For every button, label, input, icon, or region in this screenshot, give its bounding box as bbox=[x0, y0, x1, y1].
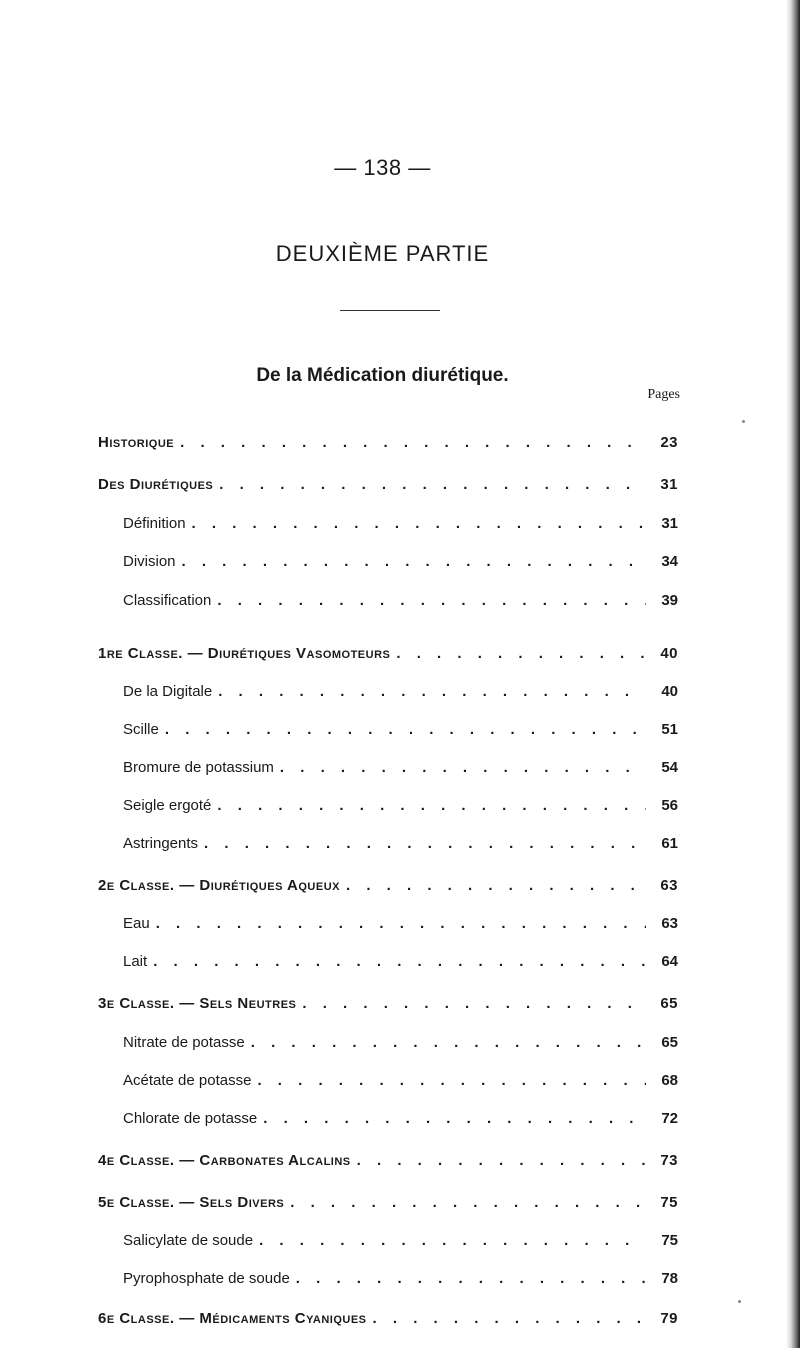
toc-entry-page: 68 bbox=[661, 1072, 678, 1089]
toc-entry-label: Chlorate de potasse bbox=[123, 1110, 258, 1127]
toc-entry-page: 31 bbox=[660, 476, 678, 493]
toc-entry-label: 5e Classe. — Sels Divers bbox=[98, 1194, 285, 1211]
toc-entry-page: 79 bbox=[660, 1310, 678, 1327]
toc-entry bbox=[123, 757, 678, 779]
toc-entry bbox=[98, 474, 678, 496]
toc-entry-page: 56 bbox=[661, 797, 678, 814]
toc-entry-page: 34 bbox=[661, 553, 678, 570]
toc-entry bbox=[98, 643, 678, 665]
toc-entry bbox=[123, 590, 678, 612]
toc-entry-label: Division bbox=[123, 553, 176, 570]
paper-speck bbox=[738, 1300, 741, 1303]
toc-entry bbox=[98, 875, 678, 897]
toc-entry-page: 63 bbox=[660, 877, 678, 894]
toc-entry-page: 75 bbox=[661, 1232, 678, 1249]
toc-entry-page: 65 bbox=[661, 1034, 678, 1051]
section-title: De la Médication diurétique. bbox=[256, 365, 509, 386]
toc-entry bbox=[123, 1108, 678, 1130]
paper-speck bbox=[742, 420, 745, 423]
toc-entry-page: 39 bbox=[661, 592, 678, 609]
toc-entry-page: 61 bbox=[661, 835, 678, 852]
toc-entry-label: Définition bbox=[123, 515, 186, 532]
pages-column-label: Pages bbox=[647, 387, 680, 402]
toc-entry-label: 2e Classe. — Diurétiques Aqueux bbox=[98, 877, 340, 894]
toc-entry-page: 40 bbox=[661, 683, 678, 700]
toc-entry-label: Classification bbox=[123, 592, 212, 609]
toc-entry-page: 64 bbox=[661, 953, 678, 970]
toc-entry bbox=[123, 719, 678, 741]
toc-entry-label: Lait bbox=[123, 953, 148, 970]
toc-entry-label: Acétate de potasse bbox=[123, 1072, 252, 1089]
divider bbox=[340, 310, 440, 311]
toc-entry bbox=[123, 1032, 678, 1054]
toc-entry bbox=[123, 513, 678, 535]
toc-entry bbox=[123, 1268, 678, 1290]
toc-entry-label: 6e Classe. — Médicaments Cyaniques bbox=[98, 1310, 367, 1327]
toc-entry bbox=[98, 993, 678, 1015]
toc-entry-label: Historique bbox=[98, 434, 175, 451]
page-edge-shadow bbox=[786, 0, 800, 1348]
toc-entry bbox=[123, 1230, 678, 1252]
toc-entry-label: 4e Classe. — Carbonates Alcalins bbox=[98, 1152, 351, 1169]
toc-entry bbox=[98, 1192, 678, 1214]
toc-entry-label: Seigle ergoté bbox=[123, 797, 212, 814]
toc-entry-page: 78 bbox=[661, 1270, 678, 1287]
toc-entry-label: Astringents bbox=[123, 835, 199, 852]
toc-entry bbox=[123, 1070, 678, 1092]
toc-entry-page: 23 bbox=[660, 434, 678, 451]
toc-entry bbox=[98, 1308, 678, 1330]
part-title: DEUXIÈME PARTIE bbox=[275, 241, 490, 266]
toc-entry-page: 31 bbox=[661, 515, 678, 532]
toc-entry-label: 1re Classe. — Diurétiques Vasomoteurs bbox=[98, 645, 391, 662]
toc-entry-label: Eau bbox=[123, 915, 150, 932]
toc-entry-label: Des Diurétiques bbox=[98, 476, 214, 493]
toc-entry bbox=[123, 951, 678, 973]
toc-entry-label: 3e Classe. — Sels Neutres bbox=[98, 995, 297, 1012]
toc-entry-label: De la Digitale bbox=[123, 683, 213, 700]
toc-entry-page: 75 bbox=[660, 1194, 678, 1211]
toc-entry-page: 54 bbox=[661, 759, 678, 776]
toc-entry-page: 51 bbox=[661, 721, 678, 738]
toc-entry bbox=[123, 795, 678, 817]
toc-entry bbox=[123, 681, 678, 703]
toc-entry bbox=[123, 833, 678, 855]
toc-entry bbox=[123, 913, 678, 935]
toc-entry-page: 40 bbox=[660, 645, 678, 662]
toc-entry-page: 63 bbox=[661, 915, 678, 932]
toc-entry bbox=[123, 551, 678, 573]
toc-entry-label: Nitrate de potasse bbox=[123, 1034, 245, 1051]
toc-entry-page: 72 bbox=[661, 1110, 678, 1127]
toc-entry-label: Scille bbox=[123, 721, 159, 738]
toc-entry bbox=[98, 1150, 678, 1172]
toc-entry-label: Salicylate de soude bbox=[123, 1232, 254, 1249]
toc-entry-page: 73 bbox=[660, 1152, 678, 1169]
toc-entry-page: 65 bbox=[660, 995, 678, 1012]
page-number: — 138 — bbox=[334, 155, 431, 180]
toc-entry-label: Bromure de potassium bbox=[123, 759, 274, 776]
toc-entry-label: Pyrophosphate de soude bbox=[123, 1270, 290, 1287]
toc-entry bbox=[98, 432, 678, 454]
